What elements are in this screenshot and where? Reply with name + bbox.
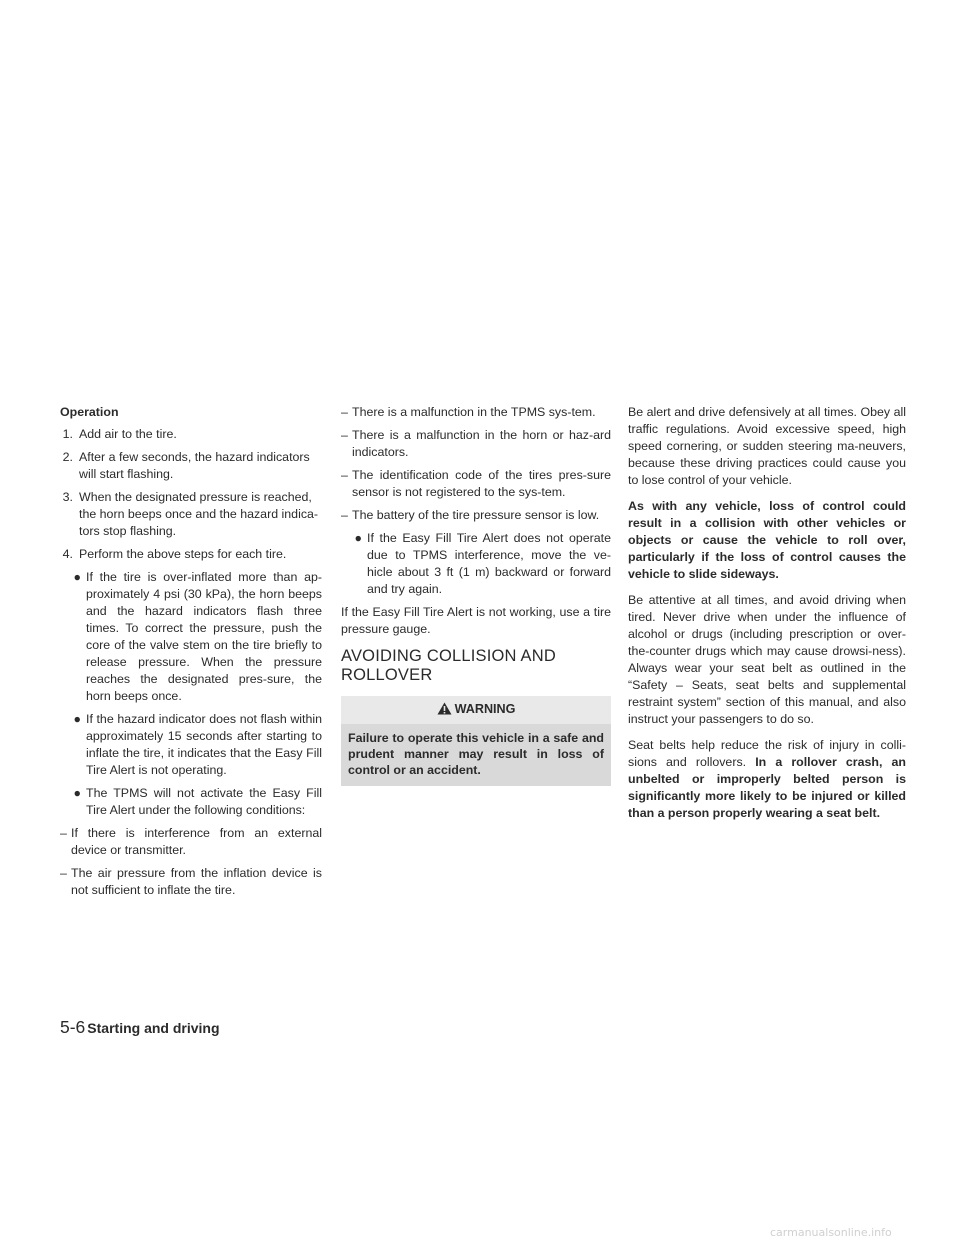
dash-marker: –: [341, 405, 348, 419]
dash-text: There is a malfunction in the TPMS sys-tem.: [352, 405, 596, 419]
body-paragraph: Be attentive at all times, and avoid driving when tired. Never drive when under the influence of alcohol or drugs (including prescription or over-the-counter drugs which may cause drowsi-ness). Always wear your seat belt as outlined in the “Safety – Seats, seat belts and supplemental restraint system” section of this manual, and also instruct your passengers to do so.: [628, 593, 906, 726]
bullet-text: If the hazard indicator does not flash within approximately 15 seconds after starting to inflate the tire, it indicates that the Easy Fill Tire Alert is not operating.: [86, 712, 322, 777]
body-paragraph: [628, 737, 906, 822]
dash-text: The identification code of the tires pres-sure sensor is not registered to the sys-tem.: [352, 468, 611, 499]
warning-title: WARNING: [454, 702, 516, 716]
step-number: 2.: [62, 450, 73, 464]
section-heading: [341, 647, 611, 685]
step-item: [60, 426, 322, 443]
bullet-item: [60, 711, 322, 779]
warning-box: [341, 696, 611, 786]
step-text: Add air to the tire.: [79, 427, 177, 441]
dash-item: [341, 507, 611, 524]
bullet-item: [60, 569, 322, 705]
chapter-title: Starting and driving: [87, 1020, 220, 1036]
dash-marker: –: [341, 428, 348, 442]
bullet-item: [60, 785, 322, 819]
dash-item: [60, 825, 322, 859]
dash-marker: –: [341, 508, 348, 522]
step-text: When the designated pressure is reached, the horn beeps once and the hazard indica-tors stop flashing.: [79, 490, 319, 538]
bold-paragraph: As with any vehicle, loss of control could result in a collision with other vehicles or objects or cause the vehicle to roll over, particularly if the loss of control causes the vehicle to slide sideways.: [628, 499, 906, 581]
section-heading-line2: ROLLOVER: [341, 666, 433, 684]
step-item: [60, 546, 322, 563]
bullet-icon: ●: [73, 712, 81, 726]
dash-marker: –: [341, 468, 348, 482]
section-heading-line1: AVOIDING COLLISION AND: [341, 647, 556, 665]
page-number: 5-6: [60, 1017, 86, 1037]
dash-item: [341, 467, 611, 501]
dash-text: If there is interference from an external device or transmitter.: [71, 826, 322, 857]
bullet-text: If the Easy Fill Tire Alert does not operate due to TPMS interference, move the ve-hicle about 3 ft (1 m) backward or forward and try again.: [367, 531, 611, 596]
step-number: 3.: [62, 490, 73, 504]
dash-text: There is a malfunction in the horn or haz-ard indicators.: [352, 428, 611, 459]
dash-marker: –: [60, 826, 67, 840]
dash-item: [60, 865, 322, 899]
step-item: [60, 489, 322, 540]
warning-header: [341, 696, 611, 724]
paragraph-bold-text: In a rollover crash, an unbelted or improperly belted person is significantly more likely to be injured or killed than a person properly wearing a seat belt.: [628, 755, 906, 820]
step-item: [60, 449, 322, 483]
bullet-text: The TPMS will not activate the Easy Fill Tire Alert under the following conditions:: [86, 786, 322, 817]
page-footer: [60, 1017, 220, 1038]
bullet-item: [341, 530, 611, 598]
bullet-text: If the tire is over-inflated more than ap-proximately 4 psi (30 kPa), the horn beeps and the hazard indicators flash three times. To correct the pressure, push the core of the valve stem on the tire briefly to release pressure. When the pressure reaches the designated pres-sure, the horn beeps once.: [86, 570, 322, 703]
step-text: Perform the above steps for each tire.: [79, 547, 287, 561]
dash-item: [341, 427, 611, 461]
dash-text: The air pressure from the inflation device is not sufficient to inflate the tire.: [71, 866, 322, 897]
dash-marker: –: [60, 866, 67, 880]
step-text: After a few seconds, the hazard indicators will start flashing.: [79, 450, 310, 481]
body-paragraph: Be alert and drive defensively at all times. Obey all traffic regulations. Avoid excessive speed, high speed cornering, or sudden steering ma-neuvers, because these driving practices could cause you to lose control of your vehicle.: [628, 405, 906, 487]
warning-triangle-icon: [437, 702, 452, 720]
column-left: [60, 404, 322, 905]
bullet-icon: ●: [354, 531, 362, 545]
body-paragraph: If the Easy Fill Tire Alert is not working, use a tire pressure gauge.: [341, 605, 611, 636]
column-middle: [341, 404, 611, 786]
step-number: 1.: [62, 427, 73, 441]
column-right: [628, 404, 906, 831]
bullet-icon: ●: [73, 786, 81, 800]
dash-item: [341, 404, 611, 421]
dash-text: The battery of the tire pressure sensor is low.: [352, 508, 600, 522]
step-number: 4.: [62, 547, 73, 561]
watermark: carmanualsonline.info: [770, 1226, 892, 1239]
bullet-icon: ●: [73, 570, 81, 584]
warning-text: Failure to operate this vehicle in a safe and prudent manner may result in loss of control or an accident.: [348, 731, 604, 777]
paragraph-normal-text: Seat belts help reduce the risk of injury in colli-sions and rollovers.: [628, 738, 906, 769]
operation-heading: Operation: [60, 405, 119, 419]
